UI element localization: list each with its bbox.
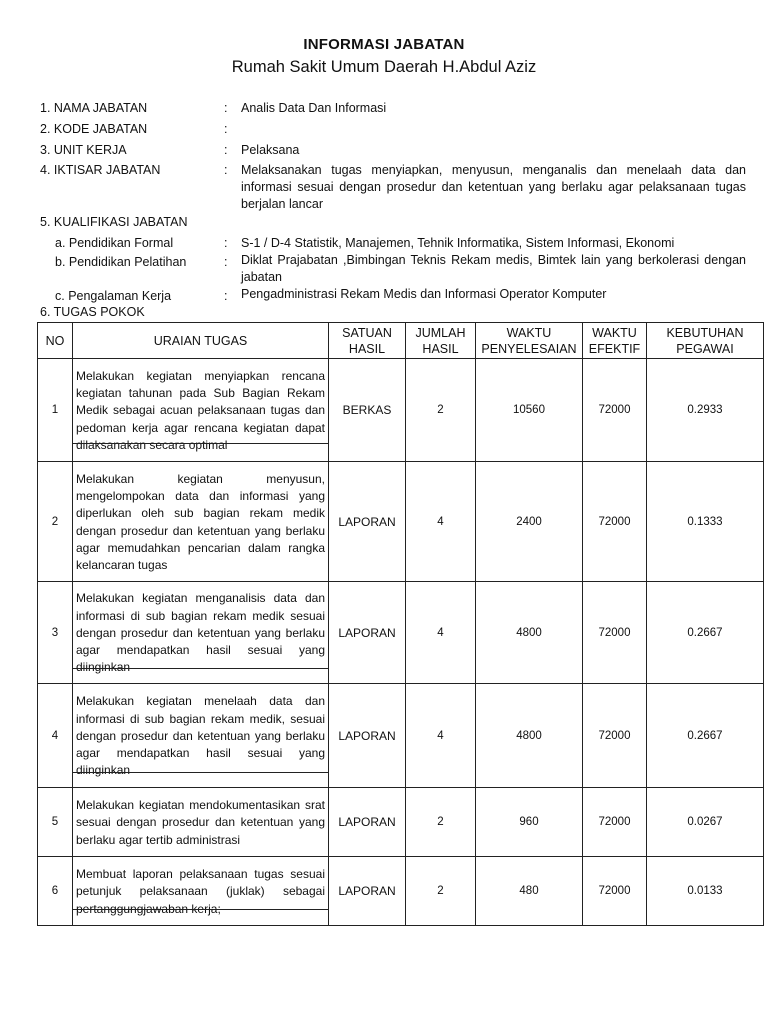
row-uraian-text: Membuat laporan pelaksanaan tugas sesuai petunjuk pelaksanaan (juklak) sebagai pertanggungjawaban kerja; xyxy=(76,867,325,916)
row-uraian-text: Melakukan kegiatan menelaah data dan informasi di sub bagian rekam medik, sesuai dengan prosedur dan ketentuan yang berlaku agar mendapatkan hasil sesuai yang diinginkan xyxy=(76,694,325,778)
task-table xyxy=(37,322,764,926)
info-colon: : xyxy=(224,163,228,177)
row-uraian-text: Melakukan kegiatan menganalisis data dan informasi di sub bagian rekam medik sesuai dengan prosedur dan ketentuan yang berlaku agar mendapatkan hasil sesuai yang diinginkan xyxy=(76,591,325,675)
info-value: Diklat Prajabatan ,Bimbingan Teknis Rekam medis, Bimtek lain yang berkolerasi dengan jabatan xyxy=(241,253,746,284)
row-waktu: 4800 xyxy=(476,684,583,788)
row-efektif: 72000 xyxy=(583,359,647,462)
row-uraian-text: Melakukan kegiatan menyiapkan rencana kegiatan tahunan pada Sub Bagian Rekam Medik sebagai acuan pelaksanaan tugas dan pedoman kerja agar rencana kegiatan dapat dilaksanakan secara optimal xyxy=(76,368,325,452)
info-label: 5. KUALIFIKASI JABATAN xyxy=(40,215,188,229)
row-jumlah: 2 xyxy=(406,788,476,857)
info-label: 2. KODE JABATAN xyxy=(40,122,148,136)
row-no: 3 xyxy=(38,582,73,684)
row-waktu: 2400 xyxy=(476,462,583,582)
row-kebutuhan: 0.2667 xyxy=(647,582,764,684)
info-value: Melaksanakan tugas menyiapkan, menyusun, menganalis dan menelaah data dan informasi sesuai dengan prosedur dan ketentuan yang berlaku agar pelaksanaan tugas berjalan lancar xyxy=(241,163,746,211)
info-colon: : xyxy=(224,255,228,269)
info-label: a. Pendidikan Formal xyxy=(55,236,174,250)
header-waktu-penyelesaian: WAKTU PENYELESAIAN xyxy=(476,323,583,359)
row-efektif: 72000 xyxy=(583,582,647,684)
row-jumlah: 4 xyxy=(406,684,476,788)
row-no: 2 xyxy=(38,462,73,582)
info-label: 3. UNIT KERJA xyxy=(40,143,127,157)
info-label: c. Pengalaman Kerja xyxy=(55,289,172,303)
row-no: 4 xyxy=(38,684,73,788)
info-label: 4. IKTISAR JABATAN xyxy=(40,163,161,177)
info-value: Pengadministrasi Rekam Medis dan Informasi Operator Komputer xyxy=(241,287,607,301)
info-value: Pelaksana xyxy=(241,143,300,157)
row-efektif: 72000 xyxy=(583,684,647,788)
row-satuan: BERKAS xyxy=(329,359,406,462)
row-jumlah: 4 xyxy=(406,462,476,582)
row-uraian xyxy=(73,359,329,462)
row-uraian xyxy=(73,857,329,926)
divider xyxy=(73,772,328,773)
row-no: 5 xyxy=(38,788,73,857)
header-kebutuhan-pegawai: KEBUTUHAN PEGAWAI xyxy=(647,323,764,359)
header-uraian: URAIAN TUGAS xyxy=(73,323,329,359)
row-waktu: 4800 xyxy=(476,582,583,684)
row-efektif: 72000 xyxy=(583,857,647,926)
row-kebutuhan: 0.2667 xyxy=(647,684,764,788)
row-satuan: LAPORAN xyxy=(329,582,406,684)
table-header-row xyxy=(38,323,764,359)
header-satuan-hasil: SATUAN HASIL xyxy=(329,323,406,359)
row-no: 6 xyxy=(38,857,73,926)
row-jumlah: 4 xyxy=(406,582,476,684)
row-kebutuhan: 0.2933 xyxy=(647,359,764,462)
header-jumlah-hasil: JUMLAH HASIL xyxy=(406,323,476,359)
info-label: 1. NAMA JABATAN xyxy=(40,101,148,115)
row-uraian xyxy=(73,788,329,857)
info-label: b. Pendidikan Pelatihan xyxy=(55,255,187,269)
row-efektif: 72000 xyxy=(583,788,647,857)
info-colon: : xyxy=(224,143,228,157)
info-colon: : xyxy=(224,122,228,136)
row-uraian-text: Melakukan kegiatan mendokumentasikan srat sesuai dengan prosedur dan ketentuan yang berlaku agar tertib administrasi xyxy=(76,798,325,847)
table-row xyxy=(38,582,764,684)
header-no: NO xyxy=(38,323,73,359)
row-uraian xyxy=(73,462,329,582)
table-row xyxy=(38,359,764,462)
document-title: INFORMASI JABATAN xyxy=(303,36,465,53)
row-waktu: 10560 xyxy=(476,359,583,462)
row-waktu: 480 xyxy=(476,857,583,926)
row-jumlah: 2 xyxy=(406,857,476,926)
header-waktu-efektif: WAKTU EFEKTIF xyxy=(583,323,647,359)
row-satuan: LAPORAN xyxy=(329,788,406,857)
divider xyxy=(73,443,328,444)
row-waktu: 960 xyxy=(476,788,583,857)
info-colon: : xyxy=(224,289,228,303)
row-satuan: LAPORAN xyxy=(329,684,406,788)
row-no: 1 xyxy=(38,359,73,462)
row-satuan: LAPORAN xyxy=(329,462,406,582)
row-satuan: LAPORAN xyxy=(329,857,406,926)
table-row xyxy=(38,857,764,926)
row-kebutuhan: 0.1333 xyxy=(647,462,764,582)
row-jumlah: 2 xyxy=(406,359,476,462)
divider xyxy=(73,668,328,669)
info-colon: : xyxy=(224,101,228,115)
row-efektif: 72000 xyxy=(583,462,647,582)
info-value: S-1 / D-4 Statistik, Manajemen, Tehnik Informatika, Sistem Informasi, Ekonomi xyxy=(241,236,675,250)
table-row xyxy=(38,684,764,788)
document-subtitle: Rumah Sakit Umum Daerah H.Abdul Aziz xyxy=(231,58,537,76)
row-kebutuhan: 0.0133 xyxy=(647,857,764,926)
row-uraian xyxy=(73,582,329,684)
table-row xyxy=(38,788,764,857)
table-row xyxy=(38,462,764,582)
row-uraian-text: Melakukan kegiatan menyusun, mengelompokan data dan informasi yang diperlukan oleh sub bagian rekam medik dengan prosedur dan ketentuan yang berlaku agar memudahkan pencarian dalam rangka kelancaran tugas xyxy=(76,471,325,572)
info-colon: : xyxy=(224,236,228,250)
info-value: Analis Data Dan Informasi xyxy=(241,101,387,115)
row-uraian xyxy=(73,684,329,788)
row-kebutuhan: 0.0267 xyxy=(647,788,764,857)
info-label: 6. TUGAS POKOK xyxy=(40,305,145,319)
divider xyxy=(73,909,328,910)
